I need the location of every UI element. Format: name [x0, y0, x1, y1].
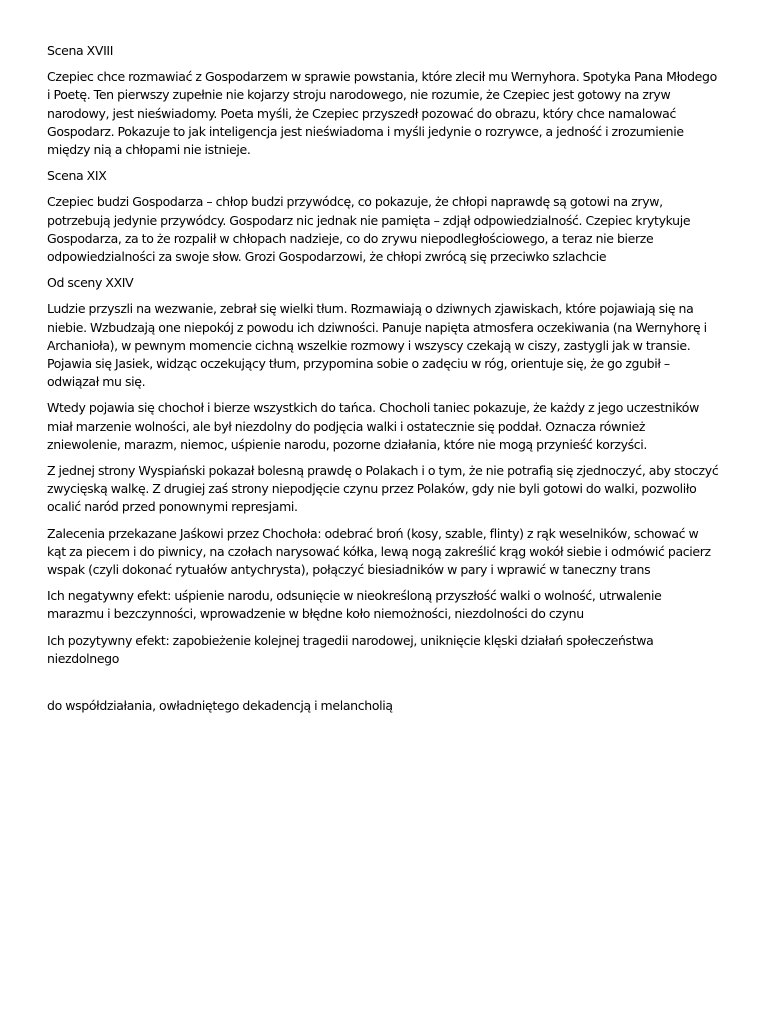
heading-scena-xviii: Scena XVIII — [47, 43, 114, 58]
paragraph-zalecenia: Zalecenia przekazane Jaśkowi przez Chochoła: odebrać broń (kosy, szable, flinty) z rąk weselników, schować w kąt za piecem i do piwnicy, na czołach narysować kółka, lewą nogą zakreślić krąg wokół siebie i odmówić pacierz wspak (czyli dokonać rytuałów antychrysta), połączyć biesiadników w pary i wprawić w taneczny trans — [47, 525, 711, 578]
document-body — [47, 42, 719, 723]
heading-od-sceny-xxiv: Od sceny XXIV — [47, 275, 134, 291]
paragraph-chocholi-taniec: Wtedy pojawia się chochoł i bierze wszystkich do tańca. Chocholi taniec pokazuje, że każdy z jego uczestników miał marzenie wolności, ale był niezdolny do podjęcia walki i ostatecznie się poddał. Oznacza również zniewolenie, marazm, niemoc, uśpienie narodu, pozorne działania, które nie mogą przynieść korzyści. — [47, 400, 699, 452]
paragraph-pozytywny-efekt: Ich pozytywny efekt: zapobieżenie kolejnej tragedii narodowej, uniknięcie klęski działań społeczeństwa niezdolnego — [47, 632, 654, 666]
paragraph-scena-xviii: Czepiec chce rozmawiać z Gospodarzem w sprawie powstania, które zlecił mu Wernyhora. Spotyka Pana Młodego i Poetę. Ten pierwszy zupełnie nie kojarzy stroju narodowego, nie rozumie, że Czepiec jest gotowy na zryw narodowy, jest nieświadomy. Poeta myśli, że Czepiec przyszedł pozować do obrazu, który chce namalować Gospodarz. Pokazuje to jak inteligencja jest nieświadoma i myśli jedynie o rozrywce, a jedność i zrozumienie między nią a chłopami nie istnieje. — [47, 69, 717, 158]
paragraph-negatywny-efekt: Ich negatywny efekt: uśpienie narodu, odsunięcie w nieokreśloną przyszłość walki o wolność, utrwalenie marazmu i bezczynności, wprowadzenie w błędne koło niemożności, niezdolności do czynu — [47, 588, 662, 622]
paragraph-continuation: do współdziałania, owładniętego dekadencją i melancholią — [47, 698, 393, 714]
heading-scena-xix: Scena XIX — [47, 168, 107, 184]
paragraph-scena-xix: Czepiec budzi Gospodarza – chłop budzi przywódcę, co pokazuje, że chłopi naprawdę są gotowi na zryw, potrzebują jedynie przywódcy. Gospodarz nic jednak nie pamięta – zdjął odpowiedzialność. Czepiec krytykuje Gospodarza, za to że rozpalił w chłopach nadzieje, co do zrywu niepodległościowego, a teraz nie bierze odpowiedzialności za swoje słow. Grozi Gospodarzowi, że chłopi zwrócą się przeciwko szlachcie — [47, 194, 691, 265]
paragraph-ludzie-przyszli: Ludzie przyszli na wezwanie, zebrał się wielki tłum. Rozmawiają o dziwnych zjawiskach, które pojawiają się na niebie. Wzbudzają one niepokój z powodu ich dziwności. Panuje napięta atmosfera oczekiwania (na Wernyhorę i Archanioła), w pewnym momencie cichną wszelkie rozmowy i wszyscy czekają w ciszy, zastygli jak w transie. Pojawia się Jasiek, widząc oczekujący tłum, przypomina sobie o zadęciu w róg, orientuje się, że go zgubił – odwiązał mu się. — [47, 301, 707, 390]
paragraph-z-jednej-strony: Z jednej strony Wyspiański pokazał bolesną prawdę o Polakach i o tym, że nie potrafią się zjednoczyć, aby stoczyć zwycięską walkę. Z drugiej zaś strony niepodjęcie czynu przez Polaków, gdy nie byli gotowi do walki, pozwoliło ocalić naród przed ponownymi represjami. — [47, 463, 719, 515]
